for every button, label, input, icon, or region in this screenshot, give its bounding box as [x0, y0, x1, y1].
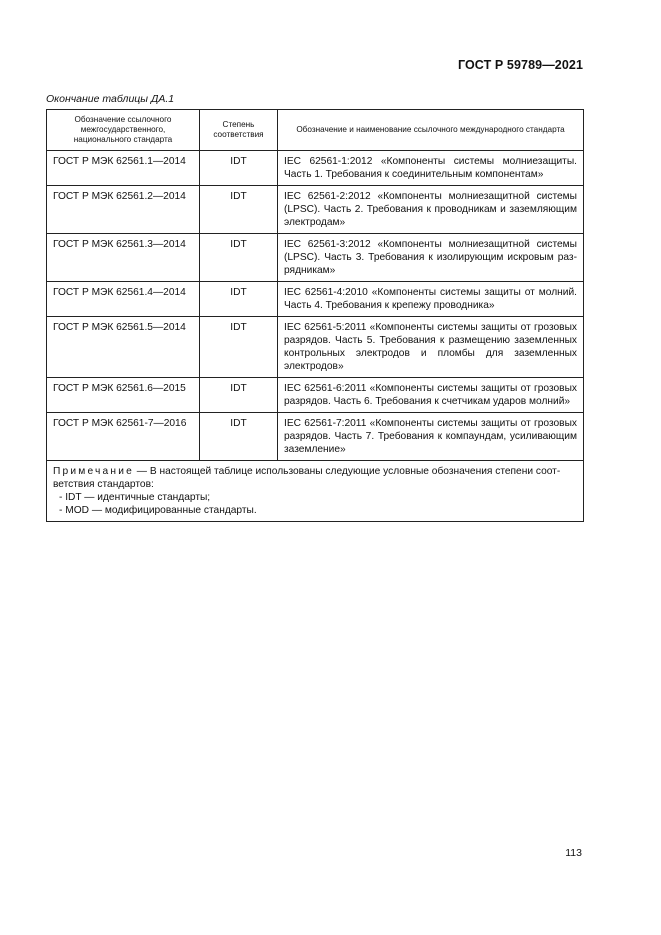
- degree-cell: IDT: [200, 378, 278, 413]
- note-item-mod: - MOD — модифицированные стандарты.: [59, 505, 257, 516]
- national-standard-cell: ГОСТ Р МЭК 62561.3—2014: [47, 234, 200, 282]
- table-row: [47, 234, 584, 282]
- column-header-international: Обозначение и наименование ссылочного международного стандарта: [278, 110, 584, 151]
- table-note: [47, 461, 584, 522]
- national-standard-cell: ГОСТ Р МЭК 62561.4—2014: [47, 282, 200, 317]
- international-standard-cell: IEC 62561-2:2012 «Компоненты молниезащитной системы (LPSC). Часть 2. Требования к проводникам и заземляющим электродам»: [278, 186, 584, 234]
- table-row: [47, 378, 584, 413]
- degree-cell: IDT: [200, 317, 278, 378]
- national-standard-cell: ГОСТ Р МЭК 62561.6—2015: [47, 378, 200, 413]
- international-standard-cell: IEC 62561-6:2011 «Компоненты системы защиты от грозовых разрядов. Часть 6. Требования к счетчикам ударов молний»: [278, 378, 584, 413]
- international-standard-cell: IEC 62561-5:2011 «Компоненты системы защиты от грозовых разрядов. Часть 5. Требования к размещению заземленных контрольных электродов и пломбы для заземленных электродов»: [278, 317, 584, 378]
- national-standard-cell: ГОСТ Р МЭК 62561.5—2014: [47, 317, 200, 378]
- reference-standards-table: [46, 109, 584, 522]
- note-item-idt: - IDT — идентичные стандарты;: [59, 492, 211, 503]
- degree-cell: IDT: [200, 282, 278, 317]
- national-standard-cell: ГОСТ Р МЭК 62561.1—2014: [47, 151, 200, 186]
- document-header: ГОСТ Р 59789—2021: [457, 58, 583, 72]
- page-number: 113: [565, 847, 582, 859]
- column-header-national: Обозначение ссылочного межгосударственного, национального стандарта: [47, 110, 200, 151]
- table-row: [47, 317, 584, 378]
- degree-cell: IDT: [200, 413, 278, 461]
- table-caption: Окончание таблицы ДА.1: [46, 93, 175, 105]
- note-label: Примечание: [53, 466, 134, 477]
- degree-cell: IDT: [200, 186, 278, 234]
- table-row: [47, 413, 584, 461]
- note-text: — В настоящей таблице использованы следующие условные обозначения степени соответствия стандартов:: [53, 466, 561, 490]
- national-standard-cell: ГОСТ Р МЭК 62561-7—2016: [47, 413, 200, 461]
- table-note-row: [47, 461, 584, 522]
- table-row: [47, 186, 584, 234]
- table-row: [47, 151, 584, 186]
- international-standard-cell: IEC 62561-1:2012 «Компоненты системы молниезащиты. Часть 1. Требования к соединительным компонентам»: [278, 151, 584, 186]
- table-row: [47, 282, 584, 317]
- column-header-degree: Степень соответствия: [200, 110, 278, 151]
- international-standard-cell: IEC 62561-7:2011 «Компоненты системы защиты от грозовых разрядов. Часть 7. Требования к компаундам, усиливающим заземление»: [278, 413, 584, 461]
- national-standard-cell: ГОСТ Р МЭК 62561.2—2014: [47, 186, 200, 234]
- international-standard-cell: IEC 62561-4:2010 «Компоненты системы защиты от молний. Часть 4. Требования к крепежу проводника»: [278, 282, 584, 317]
- degree-cell: IDT: [200, 151, 278, 186]
- degree-cell: IDT: [200, 234, 278, 282]
- table-header-row: [47, 110, 584, 151]
- international-standard-cell: IEC 62561-3:2012 «Компоненты молниезащитной системы (LPSC). Часть 3. Требования к изолирующим искровым разрядникам»: [278, 234, 584, 282]
